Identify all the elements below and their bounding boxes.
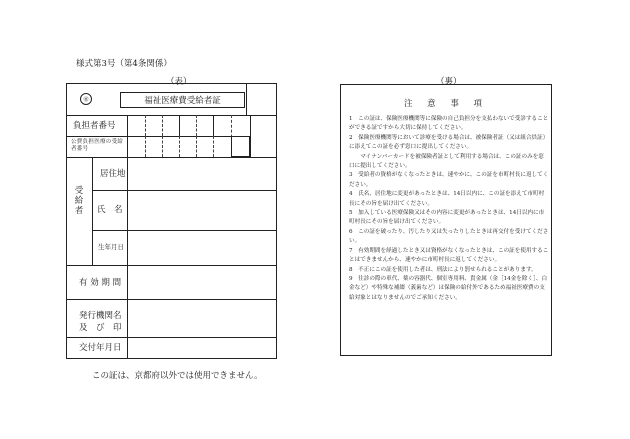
name-label: 氏 名 — [97, 205, 123, 215]
confidential-seal-icon: ㊙ — [80, 93, 92, 105]
digit-cell-divider — [196, 136, 197, 157]
back-side-label: （裏） — [436, 77, 462, 87]
birth-date-label: 生年月日 — [98, 243, 124, 251]
issue-date-label: 交付年月日 — [79, 343, 122, 353]
row-line — [67, 136, 250, 137]
certificate-title: 福祉医療費受給者証 — [120, 92, 245, 108]
notes-title: 注 意 事 項 — [403, 99, 489, 109]
certificate-front — [66, 83, 277, 359]
row-line — [67, 299, 276, 300]
row-line — [67, 157, 276, 158]
digit-cell-divider — [196, 115, 197, 136]
digit-cell-divider — [179, 136, 180, 157]
public-recipient-label: 公費負担医療の受給者番号 — [71, 139, 124, 152]
note-item: 6 この証を破ったり、汚したり又は失ったりしたときは再交付を受けてください。 — [349, 228, 549, 245]
check-digit-box — [231, 136, 250, 157]
valid-period-label: 有 効 期 間 — [79, 278, 122, 288]
note-item: 4 氏名、居住地に変更があったときは、14日以内に、この証を添えて市町村長にその旨を届け出てください。 — [349, 191, 545, 207]
issuer-label: 発行機関名及 び 印 — [79, 311, 122, 333]
row-line — [67, 115, 276, 116]
row-line — [67, 265, 276, 266]
note-item: 2 保険医療機関等において診療を受ける場合は、被保険者証（又は組合員証）に添えてこの証を必ず窓口に提出してください。 — [349, 134, 549, 151]
digit-cell-divider — [213, 115, 214, 136]
payer-number-label: 負担者番号 — [73, 121, 116, 131]
row-line — [92, 230, 276, 231]
digit-cell-divider — [213, 136, 214, 157]
notes-list — [349, 115, 549, 303]
recipient-group-label: 受給者 — [74, 186, 84, 216]
note-item: 3 受給者の資格がなくなったときは、速やかに、この証を市町村長に返してください。 — [349, 172, 549, 188]
certificate-back — [340, 84, 552, 356]
note-item: 9 往診の際の車代、薬の容器代、個室専用料、貴金属（金［14金を除く］、白金など）や特殊な補綴（義歯など）は保険の給付外であるため福祉医療費の支給対象とはなりませんのでご承知ください。 — [349, 275, 548, 301]
address-label: 居住地 — [100, 169, 126, 179]
note-item: 8 不正にこの証を使用した者は、刑法により罰せられることがあります。 — [349, 266, 537, 273]
note-item: 5 加入している医療保険又はその内容に変更があったときは、14日以内に市町村長にその旨を届け出てください。 — [349, 210, 545, 226]
digit-cell-divider — [179, 115, 180, 136]
note-item: 1 この証は、保険医療機関等に保険の自己負担分を支払わないで受診することができる証ですから大切に保持してください。 — [349, 116, 549, 132]
digit-cell-divider — [145, 136, 146, 157]
digit-cell-divider — [250, 115, 251, 157]
usage-restriction-caption: この証は、京都府以外では使用できません。 — [92, 371, 263, 381]
label-column-divider — [127, 115, 128, 359]
front-side-label: （表） — [166, 77, 192, 87]
note-item: マイナンバーカードを被保険者証として利用する場合は、この証のみを窓口に提出してください。 — [349, 153, 544, 170]
note-item: 7 有効期間を経過したとき又は資格がなくなったときは、この証を使用することはできませんから、速やかに市町村長に返してください。 — [349, 247, 549, 264]
row-line — [92, 190, 276, 191]
row-line — [67, 337, 276, 338]
digit-cell-divider — [162, 136, 163, 157]
digit-cell-divider — [162, 115, 163, 136]
digit-cell-divider — [145, 115, 146, 136]
header-divider — [246, 84, 247, 116]
recipient-group-divider — [92, 157, 93, 265]
form-number-label: 様式第3号（第4条関係） — [76, 59, 172, 69]
